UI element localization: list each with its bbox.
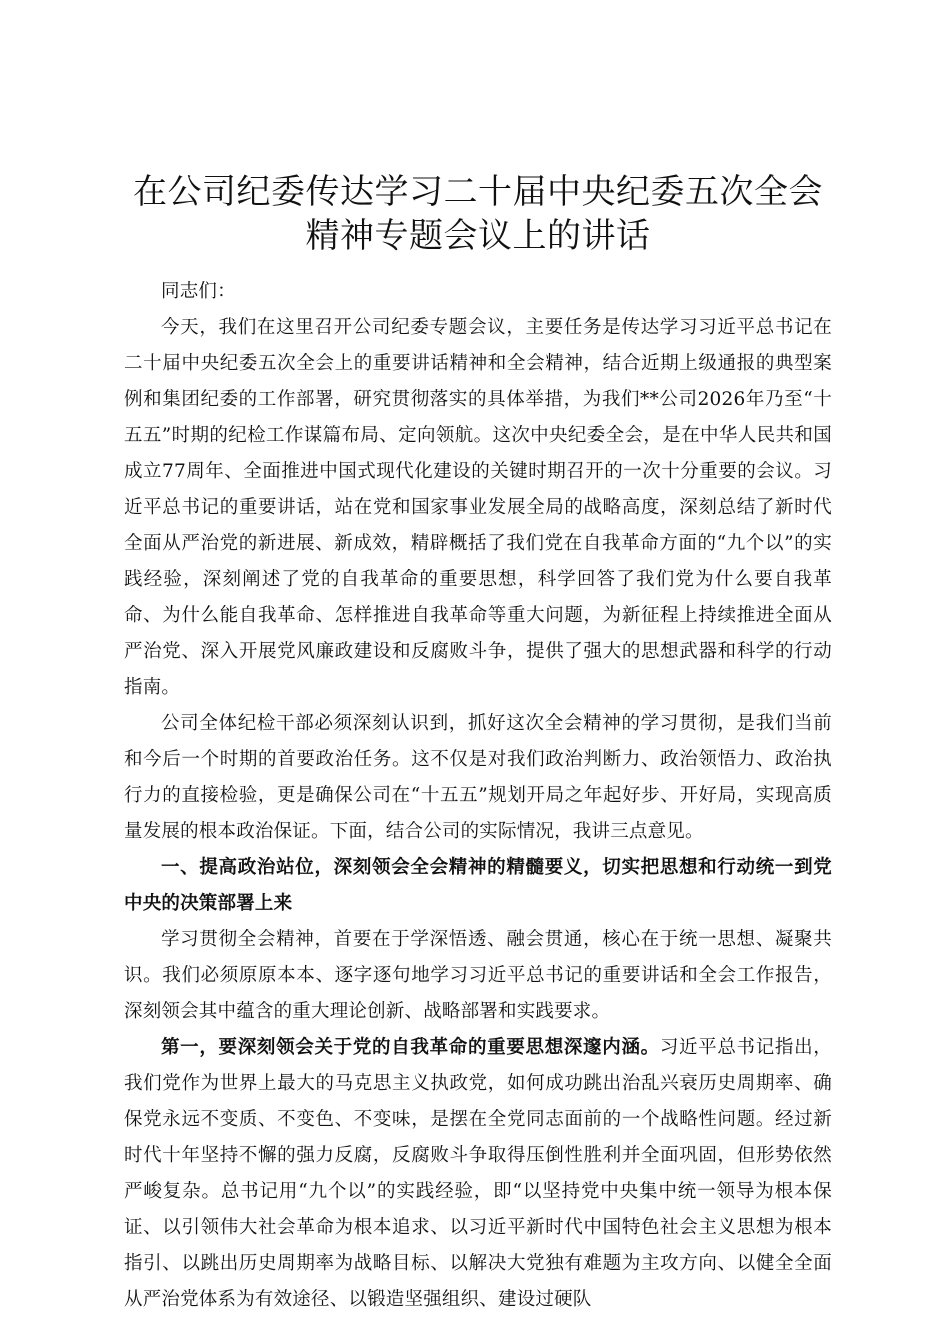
first-point-text: 习近平总书记指出，我们党作为世界上最大的马克思主义执政党，如何成功跳出治乱兴衰历史周期率、确保党永远不变质、不变色、不变味，是摆在全党同志面前的一个战略性问题。经过新时代十年坚持不懈的强力反腐，反腐败斗争取得压倒性胜利并全面巩固，但形势依然严峻复杂。总书记用“九个以”的实践经验，即“以坚持党中央集中统一领导为根本保证、以引领伟大社会革命为根本追求、以习近平新时代中国特色社会主义思想为根本指引、以跳出历史周期率为战略目标、以解决大党独有难题为主攻方向、以健全全面从严治党体系为有效途径、以锻造坚强组织、建设过硬队 xyxy=(124,1037,832,1310)
salutation: 同志们： xyxy=(161,281,236,302)
paragraph-intro: 今天，我们在这里召开公司纪委专题会议，主要任务是传达学习习近平总书记在二十届中央纪委五次全会上的重要讲话精神和全会精神，结合近期上级通报的典型案例和集团纪委的工作部署，研究贯彻落实的具体举措，为我们**公司2026年乃至“十五五”时期的纪检工作谋篇布局、定向领航。这次中央纪委全会，是在中华人民共和国成立77周年、全面推进中国式现代化建设的关键时期召开的一次十分重要的会议。习近平总书记的重要讲话，站在党和国家事业发展全局的战略高度，深刻总结了新时代全面从严治党的新进展、新成效，精辟概括了我们党在自我革命方面的“九个以”的实践经验，深刻阐述了党的自我革命的重要思想，科学回答了我们党为什么要自我革命、为什么能自我革命、怎样推进自我革命等重大问题，为新征程上持续推进全面从严治党、深入开展党风廉政建设和反腐败斗争，提供了强大的思想武器和科学的行动指南。 xyxy=(124,317,832,698)
paragraph-task: 公司全体纪检干部必须深刻认识到，抓好这次全会精神的学习贯彻，是我们当前和今后一个时期的首要政治任务。这不仅是对我们政治判断力、政治领悟力、政治执行力的直接检验，更是确保公司在“十五五”规划开局之年起好步、开好局，实现高质量发展的根本政治保证。下面，结合公司的实际情况，我讲三点意见。 xyxy=(124,713,832,842)
first-point-lead: 第一，要深刻领会关于党的自我革命的重要思想深邃内涵。 xyxy=(161,1037,660,1058)
paragraph-first-point xyxy=(124,1030,832,1318)
paragraph-study: 学习贯彻全会精神，首要在于学深悟透、融会贯通，核心在于统一思想、凝聚共识。我们必须原原本本、逐字逐句地学习习近平总书记的重要讲话和全会工作报告，深刻领会其中蕴含的重大理论创新、战略部署和实践要求。 xyxy=(124,929,832,1022)
document-title xyxy=(124,170,832,258)
title-line-2: 精神专题会议上的讲话 xyxy=(305,216,651,256)
title-line-1: 在公司纪委传达学习二十届中央纪委五次全会 xyxy=(133,172,823,212)
document-body xyxy=(124,274,832,1318)
section-heading-1: 一、提高政治站位，深刻领会全会精神的精髓要义，切实把思想和行动统一到党中央的决策部署上来 xyxy=(124,857,832,914)
document-page xyxy=(124,170,832,1318)
